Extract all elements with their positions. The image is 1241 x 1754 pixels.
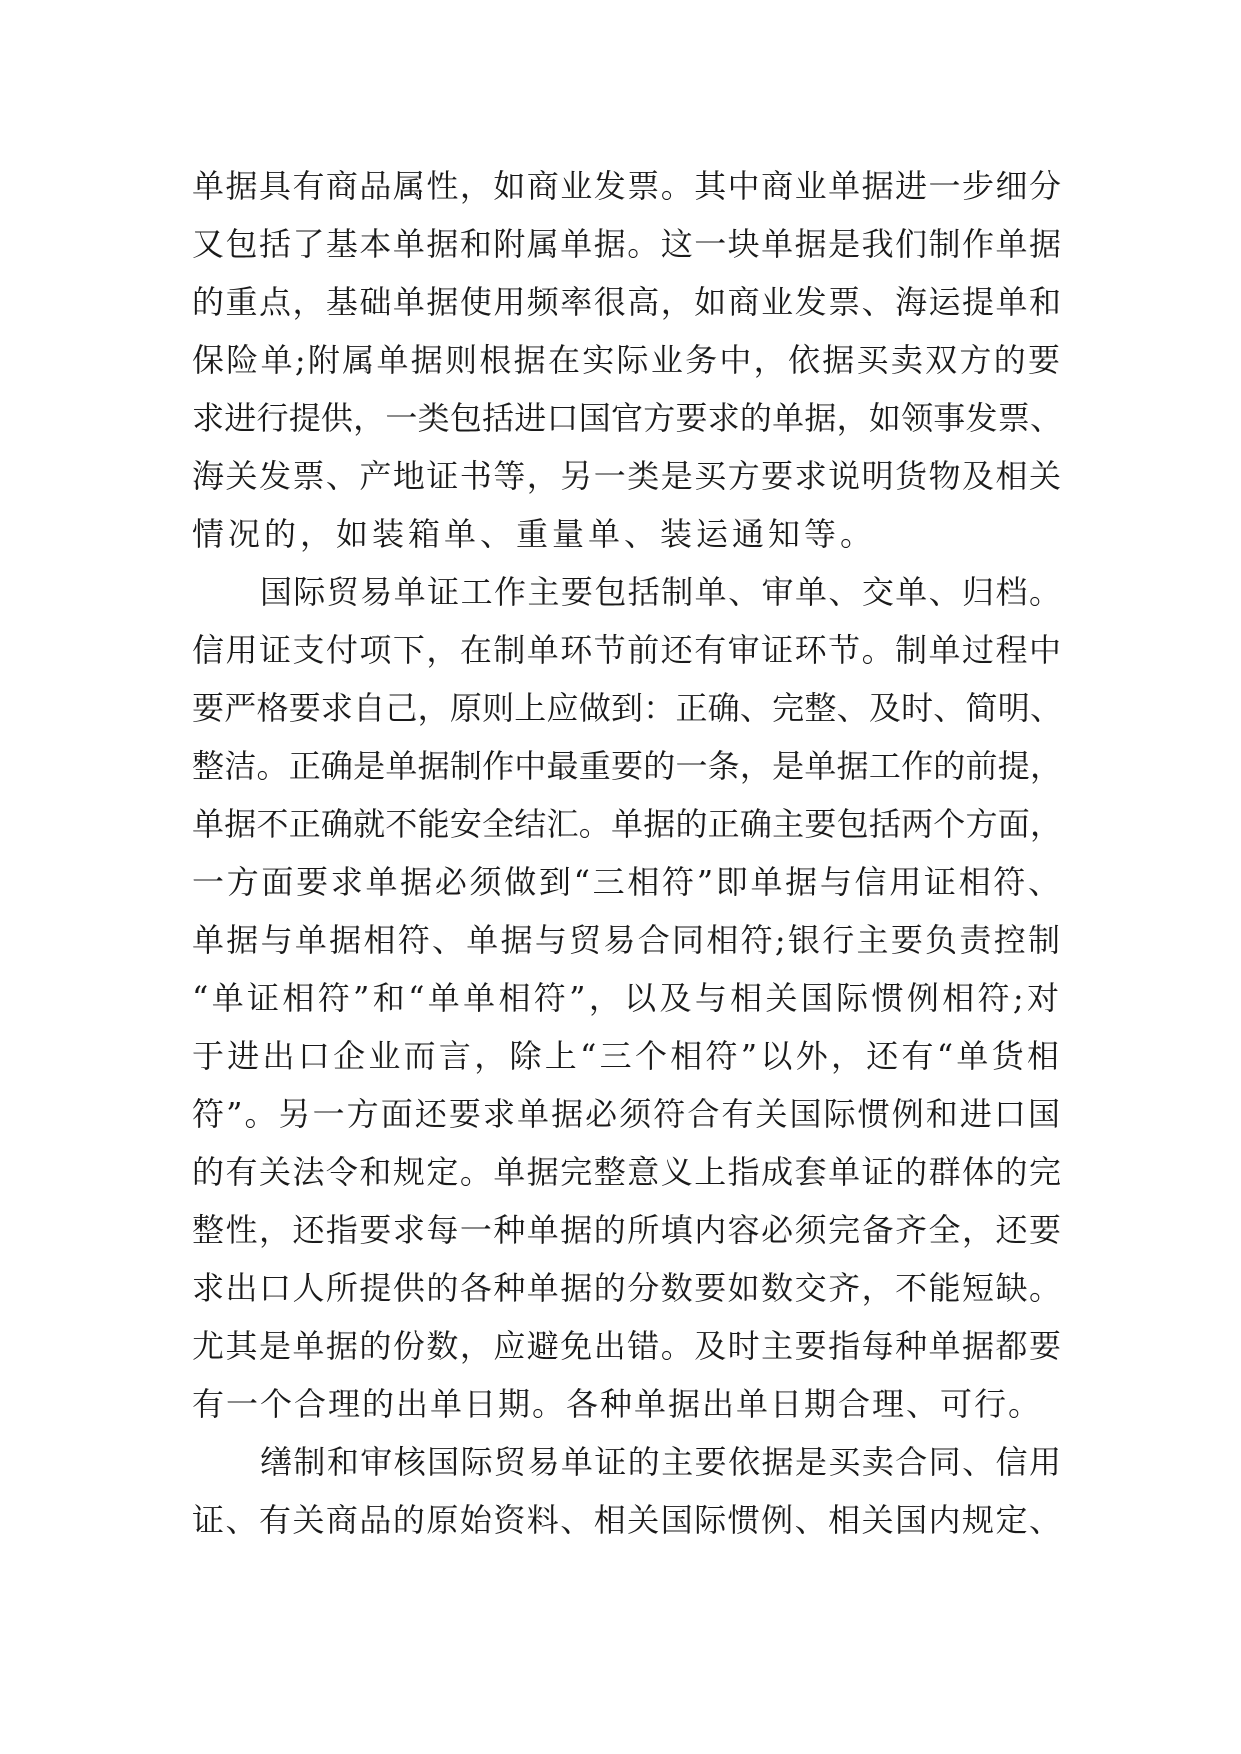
text-line: “单证相符”和“单单相符”，以及与相关国际惯例相符;对 bbox=[192, 979, 1062, 1017]
text-line: 求出口人所提供的各种单据的分数要如数交齐，不能短缺。 bbox=[192, 1269, 1062, 1307]
text-line: 一方面要求单据必须做到“三相符”即单据与信用证相符、 bbox=[192, 863, 1062, 901]
text-line: 符”。另一方面还要求单据必须符合有关国际惯例和进口国 bbox=[192, 1095, 1062, 1133]
text-line: 于进出口企业而言，除上“三个相符”以外，还有“单货相 bbox=[192, 1037, 1062, 1075]
text-line: 情况的，如装箱单、重量单、装运通知等。 bbox=[192, 515, 877, 553]
text-line: 的有关法令和规定。单据完整意义上指成套单证的群体的完 bbox=[192, 1153, 1062, 1191]
text-line: 整性，还指要求每一种单据的所填内容必须完备齐全，还要 bbox=[192, 1211, 1062, 1249]
text-line: 单据不正确就不能安全结汇。单据的正确主要包括两个方面， bbox=[192, 805, 1062, 843]
paragraph-first-line: 缮制和审核国际贸易单证的主要依据是买卖合同、信用 bbox=[260, 1443, 1062, 1481]
text-line: 海关发票、产地证书等，另一类是买方要求说明货物及相关 bbox=[192, 457, 1062, 495]
text-line: 信用证支付项下，在制单环节前还有审证环节。制单过程中 bbox=[192, 631, 1062, 669]
text-line: 保险单;附属单据则根据在实际业务中，依据买卖双方的要 bbox=[192, 341, 1062, 379]
text-line: 整洁。正确是单据制作中最重要的一条，是单据工作的前提， bbox=[192, 747, 1062, 785]
paragraph-first-line: 国际贸易单证工作主要包括制单、审单、交单、归档。 bbox=[260, 573, 1062, 611]
text-line: 单据具有商品属性，如商业发票。其中商业单据进一步细分 bbox=[192, 167, 1062, 205]
document-body bbox=[192, 157, 1062, 1549]
text-line: 证、有关商品的原始资料、相关国际惯例、相关国内规定、 bbox=[192, 1501, 1062, 1539]
text-line: 又包括了基本单据和附属单据。这一块单据是我们制作单据 bbox=[192, 225, 1062, 263]
text-line: 求进行提供，一类包括进口国官方要求的单据，如领事发票、 bbox=[192, 399, 1062, 437]
text-line: 要严格要求自己，原则上应做到：正确、完整、及时、简明、 bbox=[192, 689, 1062, 727]
text-line: 的重点，基础单据使用频率很高，如商业发票、海运提单和 bbox=[192, 283, 1062, 321]
text-line: 尤其是单据的份数，应避免出错。及时主要指每种单据都要 bbox=[192, 1327, 1062, 1365]
text-line: 单据与单据相符、单据与贸易合同相符;银行主要负责控制 bbox=[192, 921, 1062, 959]
text-line: 有一个合理的出单日期。各种单据出单日期合理、可行。 bbox=[192, 1385, 1043, 1423]
